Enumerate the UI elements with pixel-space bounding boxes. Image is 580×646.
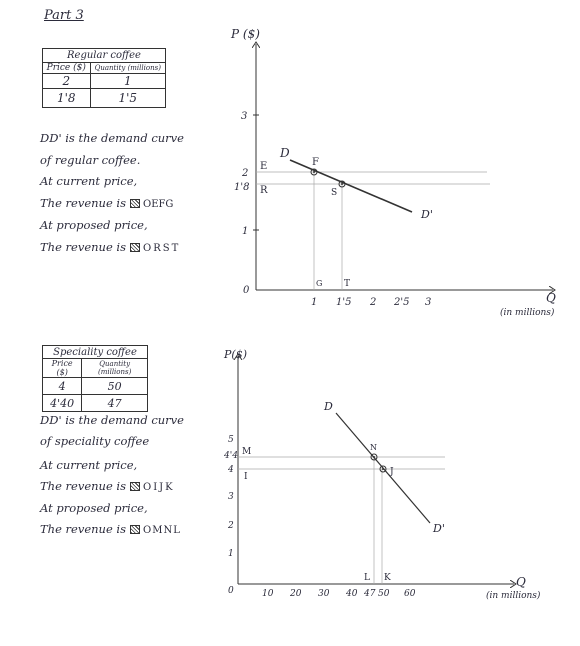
x-tick: 30	[318, 589, 330, 599]
y-tick: 2	[242, 168, 249, 179]
x-tick: 20	[290, 589, 302, 599]
curve-label-d-prime: D'	[421, 208, 433, 221]
area-label: OEFG	[143, 198, 174, 210]
note-line: DD' is the demand curve	[40, 131, 184, 145]
note-line: The revenue is OEFG	[40, 195, 174, 210]
table-cell: 1'5	[90, 89, 165, 108]
x-unit-label: (in millions)	[500, 308, 555, 318]
point-label-t: T	[344, 279, 351, 289]
col-header-quantity: Quantity (millions)	[90, 63, 165, 74]
point-label-k: K	[384, 573, 391, 583]
y-tick: 3	[241, 111, 248, 122]
point-label-g: G	[316, 279, 323, 288]
point-dot	[313, 171, 315, 173]
x-tick: 2	[370, 297, 377, 308]
y-tick: 5	[228, 435, 234, 445]
table-cell: 2	[43, 74, 91, 89]
speciality-graph	[223, 348, 541, 601]
x-axis-label: Q	[516, 575, 526, 589]
table-cell: 4	[43, 378, 82, 395]
y-tick: 4	[228, 465, 234, 475]
y-axis-label: P($)	[224, 348, 247, 361]
x-axis-label: Q	[546, 291, 556, 305]
note-line: of speciality coffee	[40, 433, 150, 448]
x-tick: 10	[262, 589, 274, 599]
note-line: At proposed price,	[40, 218, 148, 232]
y-tick: 1'8	[234, 182, 250, 193]
point-label-l: L	[364, 573, 370, 583]
regular-graph	[230, 27, 556, 318]
point-label-f: F	[312, 157, 319, 168]
table-heading: Regular coffee	[43, 49, 166, 63]
point-label-n: N	[370, 443, 377, 452]
area-label: OMNL	[143, 524, 181, 536]
col-header-quantity: Quantity (millions)	[82, 359, 148, 378]
y-tick: 4'4	[224, 451, 238, 461]
table-cell: 47	[82, 395, 148, 412]
x-tick: 3	[425, 297, 432, 308]
col-header-price: Price ($)	[43, 359, 82, 378]
x-unit-label: (in millions)	[486, 591, 541, 601]
point-label-e: E	[260, 161, 268, 172]
y-tick: 1	[228, 549, 234, 559]
note-line: At current price,	[40, 458, 138, 472]
table-cell: 4'40	[43, 395, 82, 412]
curve-label-d: D	[280, 146, 290, 160]
curve-label-d: D	[324, 400, 333, 413]
note-line: The revenue is OMNL	[40, 521, 181, 536]
note-line: The revenue is ORST	[40, 239, 181, 254]
x-tick: 40	[346, 589, 358, 599]
x-tick: 60	[404, 589, 416, 599]
point-label-i: I	[244, 472, 248, 482]
origin-label: 0	[228, 586, 234, 596]
point-label-s: S	[331, 188, 338, 198]
point-dot	[382, 468, 384, 470]
x-tick: 1'5	[336, 297, 352, 308]
y-axis-label: P ($)	[231, 27, 260, 41]
point-label-r: R	[260, 185, 268, 196]
x-tick: 50	[378, 589, 390, 599]
y-tick: 1	[242, 226, 249, 237]
note-line: At proposed price,	[40, 501, 148, 515]
note-line: At current price,	[40, 174, 138, 188]
table-heading: Speciality coffee	[43, 346, 148, 359]
origin-label: 0	[243, 285, 250, 296]
y-tick: 2	[228, 521, 234, 531]
x-tick: 47	[364, 589, 376, 599]
point-label-m: M	[242, 447, 252, 457]
table-cell: 1'8	[43, 89, 91, 108]
y-tick: 3	[228, 492, 234, 502]
point-dot	[341, 183, 343, 185]
x-tick: 1	[311, 297, 318, 308]
table-cell: 50	[82, 378, 148, 395]
area-label: ORST	[143, 242, 181, 254]
note-line: The revenue is OIJK	[40, 478, 175, 493]
point-dot	[373, 456, 375, 458]
area-label: OIJK	[143, 481, 175, 493]
note-line: DD' is the demand curve	[40, 413, 184, 427]
col-header-price: Price ($)	[43, 63, 91, 74]
note-line: of regular coffee.	[40, 152, 141, 167]
table-cell: 1	[90, 74, 165, 89]
page-title: Part 3	[44, 8, 84, 23]
demand-curve	[290, 160, 412, 212]
x-tick: 2'5	[394, 297, 410, 308]
point-label-j: J	[390, 467, 394, 477]
curve-label-d-prime: D'	[433, 522, 445, 535]
